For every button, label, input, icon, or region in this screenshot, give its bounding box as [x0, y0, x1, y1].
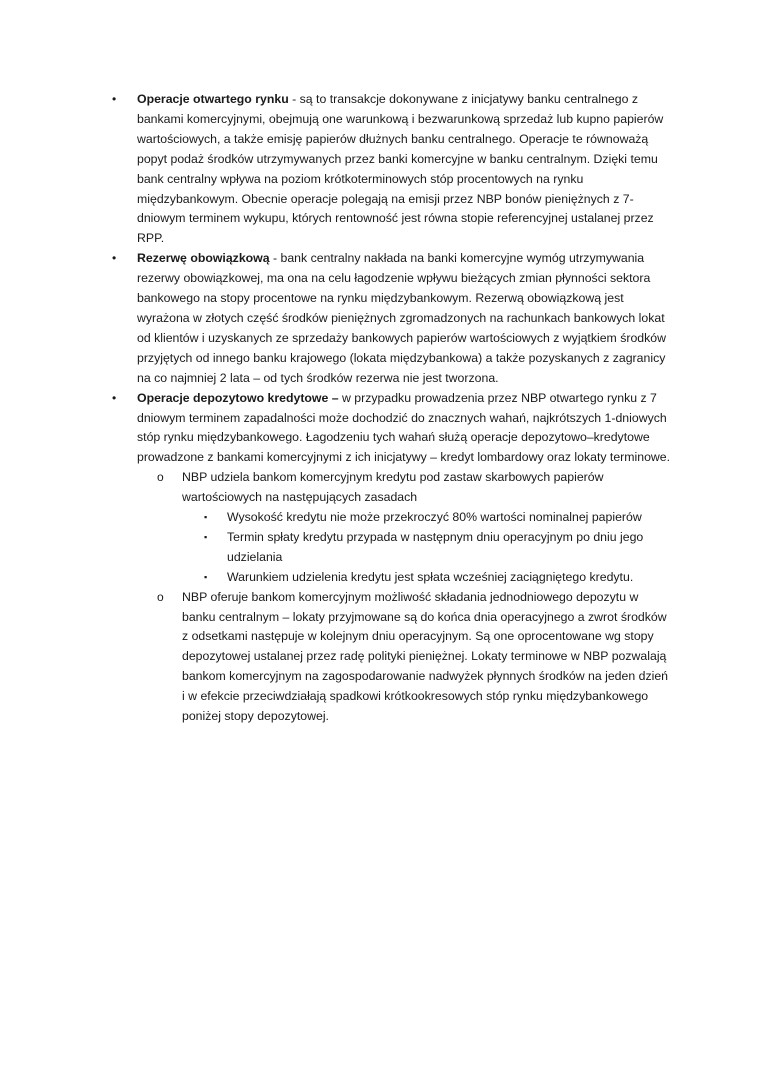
- credit-rule-item: [202, 568, 672, 588]
- credit-rule-text: Termin spłaty kredytu przypada w następnym dniu operacyjnym po dniu jego udzielania: [227, 529, 644, 564]
- section-deposit-credit-operations: [112, 389, 672, 727]
- square-bullet-marker: ▪: [204, 531, 208, 542]
- section-body: - są to transakcje dokonywane z inicjatywy banku centralnego z bankami komercyjnymi, obejmują one warunkową i bezwarunkową sprzedaż lub kupno papierów wartościowych, a także emisję papierów dłużnych banku centralnego. Operacje te równoważą popyt podaż środków utrzymywanych przez banki komercyjne w banku centralnym. Dzięki temu bank centralny wpływa na poziom krótkoterminowych stóp procentowych na rynku międzybankowym. Obecnie operacje polegają na emisji przez NBP bonów pieniężnych z 7-dniowym terminem wykupu, których rentowność jest równa stopie referencyjnej ustalanej przez RPP.: [137, 92, 664, 246]
- section-open-market-operations: [112, 90, 672, 249]
- document-body: [112, 90, 672, 727]
- credit-rule-text: Wysokość kredytu nie może przekroczyć 80% wartości nominalnej papierów: [227, 510, 642, 525]
- credit-rules-list: [202, 508, 672, 588]
- square-bullet-marker: ▪: [204, 571, 208, 582]
- main-bullet-list: [112, 90, 672, 727]
- square-bullet-marker: ▪: [204, 512, 208, 523]
- credit-rule-text: Warunkiem udzielenia kredytu jest spłata wcześniej zaciągniętego kredytu.: [227, 569, 634, 584]
- sub-bullet-marker: o: [157, 470, 164, 485]
- sub-item-text: NBP oferuje bankom komercyjnym możliwość składania jednodniowego depozytu w banku centralnym – lokaty przyjmowane są do końca dnia operacyjnego a zwrot środków z odsetkami następuje w kolejnym dniu operacyjnym. Są one oprocentowane wg stopy depozytowej ustalanej przez radę polityki pieniężnej. Lokaty terminowe w NBP pozwalają bankom komercyjnym na zagospodarowanie nadwyżek płynnych środków na jeden dzień i w efekcie przeciwdziałają spadkowi krótkookresowych stóp rynku międzybankowego poniżej stopy depozytowej.: [182, 589, 668, 724]
- section-mandatory-reserve: [112, 249, 672, 388]
- bullet-marker: •: [112, 92, 117, 106]
- sub-bullet-list: [157, 468, 672, 727]
- section-term: Operacje otwartego rynku: [137, 92, 289, 106]
- section-term: Operacje depozytowo kredytowe –: [137, 390, 339, 405]
- sub-item-lombard-credit: [157, 468, 672, 587]
- credit-rule-item: [202, 528, 672, 568]
- credit-rule-item: [202, 508, 672, 528]
- section-body: - bank centralny nakłada na banki komercyjne wymóg utrzymywania rezerwy obowiązkowej, ma ona na celu łagodzenie wpływu bieżących zmian płynności sektora bankowego na stopy procentowe na rynku międzybankowym. Rezerwą obowiązkową jest wyrażona w złotych część środków pieniężnych zgromadzonych na rachunkach bankowych lokat od klientów i uzyskanych ze sprzedaży bankowych papierów wartościowych z wyjątkiem środków przyjętych od innego banku krajowego (lokata międzybankowa) a także pozyskanych z zagranicy na co najmniej 2 lata – od tych środków rezerwa nie jest tworzona.: [137, 251, 666, 385]
- sub-item-text: NBP udziela bankom komercyjnym kredytu pod zastaw skarbowych papierów wartościowych na następujących zasadach: [182, 470, 604, 505]
- section-term: Rezerwę obowiązkową: [137, 251, 270, 266]
- section-body: w przypadku prowadzenia przez NBP otwartego rynku z 7 dniowym terminem zapadalności może dochodzić do znacznych wahań, najkrótszych 1-dniowych stóp rynku międzybankowego. Łagodzeniu tych wahań służą operacje depozytowo–kredytowe prowadzone z bankami komercyjnymi z ich inicjatywy – kredyt lombardowy oraz lokaty terminowe.: [137, 390, 671, 465]
- sub-item-overnight-deposit: [157, 588, 672, 727]
- bullet-marker: •: [112, 390, 117, 405]
- sub-bullet-marker: o: [157, 589, 164, 604]
- bullet-marker: •: [112, 251, 117, 266]
